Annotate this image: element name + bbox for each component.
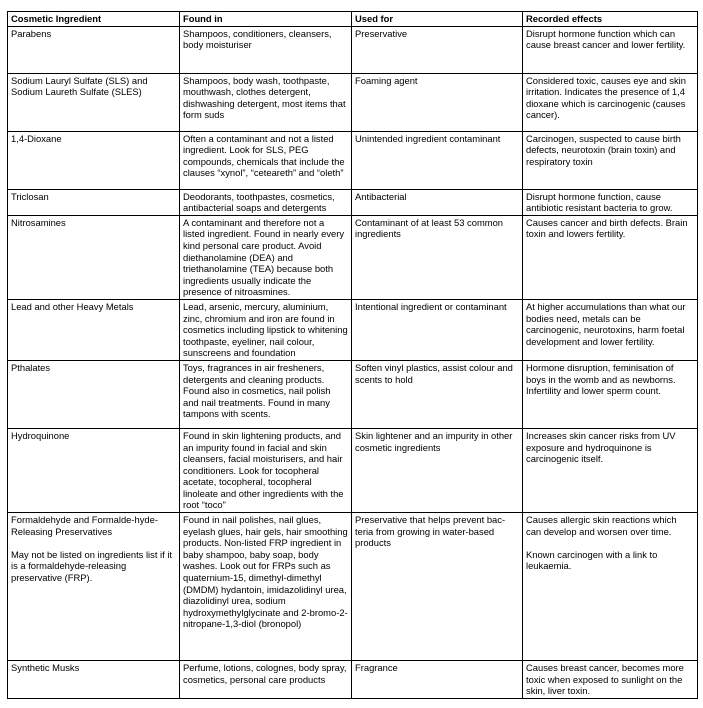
ingredient-cell — [8, 26, 180, 73]
ingredient-text: 1,4-Dioxane — [11, 132, 62, 144]
ingredient-text: Formaldehyde and Formalde-hyde-Releasing Preservatives — [11, 514, 158, 537]
ingredient-text: Hydroquinone — [11, 429, 70, 441]
ingredient-text: Sodium Lauryl Sulfate (SLS) and Sodium Laureth Sulfate (SLES) — [11, 74, 148, 98]
found-in-cell: Shampoos, conditioners, cleansers, body moisturiser — [180, 26, 352, 73]
effects-cell — [523, 26, 698, 73]
ingredient-cell — [8, 131, 180, 189]
effects-text: Causes breast cancer, becomes more toxic when exposed to sunlight on the skin, liver toxin. — [526, 662, 684, 697]
effects-text: At higher accumulations than what our bodies need, metals can be carcinogenic, neurotoxins, harm foetal development and lower fertility. — [526, 300, 686, 347]
found-in-cell: Found in nail polishes, nail glues, eyelash glues, hair gels, hair smoothing products. Non-listed FRP ingredient in baby shampoo, baby soap, body washes. Look out for FRPs such as quaternium-15, dimethyl-dimethyl (DMDM) hydantoin, imidazolidinyl urea, diazolidinyl urea, sodium hydroxymethylglycinate and 2-bromo-2-nitropane-1,3-diol (bronopol) — [180, 513, 352, 661]
ingredient-text: Nitrosamines — [11, 216, 66, 228]
used-for-cell: Intentional ingredient or contaminant — [352, 299, 523, 360]
effects-cell — [523, 131, 698, 189]
table-row — [8, 26, 698, 73]
effects-cell — [523, 189, 698, 215]
ingredient-text: Triclosan — [11, 190, 49, 202]
used-for-cell: Preservative — [352, 26, 523, 73]
effects-cell — [523, 299, 698, 360]
table-row — [8, 299, 698, 360]
effects-cell — [523, 215, 698, 299]
effects-cell — [523, 360, 698, 428]
ingredient-text: Parabens — [11, 27, 52, 39]
ingredient-text: Synthetic Musks — [11, 662, 80, 674]
table-row — [8, 428, 698, 512]
used-for-cell: Foaming agent — [352, 73, 523, 131]
effects-text: Increases skin cancer risks from UV exposure and hydroquinone is carcinogenic itself. — [526, 429, 676, 465]
table-row — [8, 189, 698, 215]
cosmetic-ingredients-table — [7, 11, 698, 699]
used-for-cell: Unintended ingredient contaminant — [352, 131, 523, 189]
used-for-cell: Soften vinyl plastics, assist colour and scents to hold — [352, 360, 523, 428]
effects-text: Known carcinogen with a link to leukaemia. — [526, 548, 658, 572]
effects-text: Causes allergic skin reactions which can develop and worsen over time. — [526, 514, 677, 537]
ingredient-cell — [8, 428, 180, 512]
table-header-row — [8, 12, 698, 27]
table-row — [8, 360, 698, 428]
effects-text: Hormone disruption, feminisation of boys in the womb and as newborns. Infertility and lower sperm count. — [526, 361, 676, 397]
table-row — [8, 215, 698, 299]
used-for-cell: Fragrance — [352, 661, 523, 699]
found-in-cell: Shampoos, body wash, toothpaste, mouthwash, clothes detergent, dishwashing detergent, most items that form suds — [180, 73, 352, 131]
header-used-for: Used for — [352, 12, 523, 27]
used-for-cell: Skin lightener and an impurity in other cosmetic ingredients — [352, 428, 523, 512]
ingredient-text: Pthalates — [11, 361, 51, 373]
effects-text: Causes cancer and birth defects. Brain toxin and lowers fertility. — [526, 216, 688, 240]
header-recorded-effects: Recorded effects — [523, 12, 698, 27]
ingredient-cell — [8, 299, 180, 360]
used-for-cell: Preservative that helps prevent bac-teria from growing in water-based products — [352, 513, 523, 661]
ingredient-cell — [8, 189, 180, 215]
found-in-cell: Deodorants, toothpastes, cosmetics, antibacterial soaps and detergents — [180, 189, 352, 215]
effects-cell — [523, 428, 698, 512]
ingredient-cell — [8, 513, 180, 661]
ingredient-note: May not be listed on ingredients list if it is a formaldehyde-releasing preservative (FRP). — [11, 548, 173, 584]
found-in-cell: Lead, arsenic, mercury, aluminium, zinc, chromium and iron are found in cosmetics including lipstick to whitening toothpaste, eyeliner, nail colour, sunscreens and foundation — [180, 299, 352, 360]
effects-text: Disrupt hormone function, cause antibiotic resistant bacteria to grow. — [526, 190, 673, 214]
ingredient-cell — [8, 360, 180, 428]
used-for-cell: Contaminant of at least 53 common ingredients — [352, 215, 523, 299]
found-in-cell: Found in skin lightening products, and an impurity found in facial and skin cleansers, facial moisturisers, and hair conditioners. Look for tocopheral acetate, tocopheral, tocopheral linoleate and other ingredients with the root “toco” — [180, 428, 352, 512]
table-row — [8, 661, 698, 699]
effects-text: Considered toxic, causes eye and skin irritation. Indicates the presence of 1,4 dioxane which is carcinogenic (causes cancer). — [526, 74, 686, 121]
found-in-cell: A contaminant and therefore not a listed ingredient. Found in nearly every kind personal care product. Avoid diethanolamine (DEA) and triethanolamine (TEA) because both ingredients usually indicate the presence of nitroasmines. — [180, 215, 352, 299]
found-in-cell: Often a contaminant and not a listed ingredient. Look for SLS, PEG compounds, chemicals that include the clauses “xynol”, “ceteareth” and “oleth” — [180, 131, 352, 189]
found-in-cell: Perfume, lotions, colognes, body spray, cosmetics, personal care products — [180, 661, 352, 699]
table-row — [8, 513, 698, 661]
ingredient-text: Lead and other Heavy Metals — [11, 300, 134, 312]
table-row — [8, 73, 698, 131]
ingredient-cell — [8, 215, 180, 299]
used-for-cell: Antibacterial — [352, 189, 523, 215]
effects-text: Carcinogen, suspected to cause birth defects, neurotoxin (brain toxin) and respiratory toxin — [526, 132, 681, 167]
effects-cell — [523, 73, 698, 131]
ingredient-cell — [8, 661, 180, 699]
effects-cell — [523, 513, 698, 661]
header-found-in: Found in — [180, 12, 352, 27]
document-page — [7, 11, 698, 699]
table-row — [8, 131, 698, 189]
effects-text: Disrupt hormone function which can cause breast cancer and lower fertility. — [526, 27, 686, 51]
header-cosmetic-ingredient: Cosmetic Ingredient — [8, 12, 180, 27]
effects-cell — [523, 661, 698, 699]
ingredient-cell — [8, 73, 180, 131]
found-in-cell: Toys, fragrances in air fresheners, detergents and cleaning products. Found also in cosmetics, nail polish and nail treatments. Found in many tampons with scents. — [180, 360, 352, 428]
